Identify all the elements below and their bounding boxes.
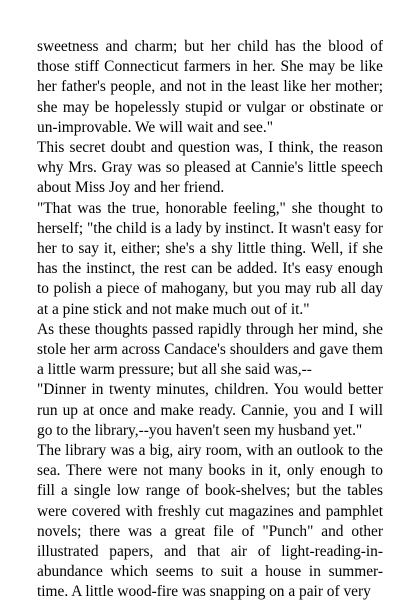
paragraph-4: As these thoughts passed rapidly through her mind, she stole her arm across Candace's shoulders and gave them a little warm pressure; but all she said was,-- xyxy=(37,320,383,379)
paragraph-2: This secret doubt and question was, I think, the reason why Mrs. Gray was so pleased at Cannie's little speech about Miss Joy and her friend. xyxy=(37,139,383,197)
paragraph-5: "Dinner in twenty minutes, children. You would better run up at once and make ready. Cannie, you and I will go to the library,--you haven't seen my husband yet." xyxy=(37,381,383,439)
document-page xyxy=(37,37,383,603)
paragraph-3: "That was the true, honorable feeling," she thought to herself; "the child is a lady by instinct. It wasn't easy for her to say it, either; she's a shy little thing. Well, if she has the instinct, the rest can be added. It's easy enough to polish a piece of mahogany, but you may rub all day at a pine stick and not make much out of it." xyxy=(37,199,383,318)
paragraph-6: The library was a big, airy room, with an outlook to the sea. There were not many books in it, only enough to fill a single low range of book-shelves; but the tables were covered with freshly cut magazines and pamphlet novels; there was a great file of "Punch" and other illustrated papers, and that air of light-reading-in-abundance which seems to suit a house in summer-time. A little wood-fire was snapping on a pair of very xyxy=(37,442,383,601)
paragraph-1: sweetness and charm; but her child has the blood of those stiff Connecticut farmers in her. She may be like her father's people, and not in the least like her mother; she may be hopelessly stupid or vulgar or obstinate or un-improvable. We will wait and see." xyxy=(37,38,383,136)
